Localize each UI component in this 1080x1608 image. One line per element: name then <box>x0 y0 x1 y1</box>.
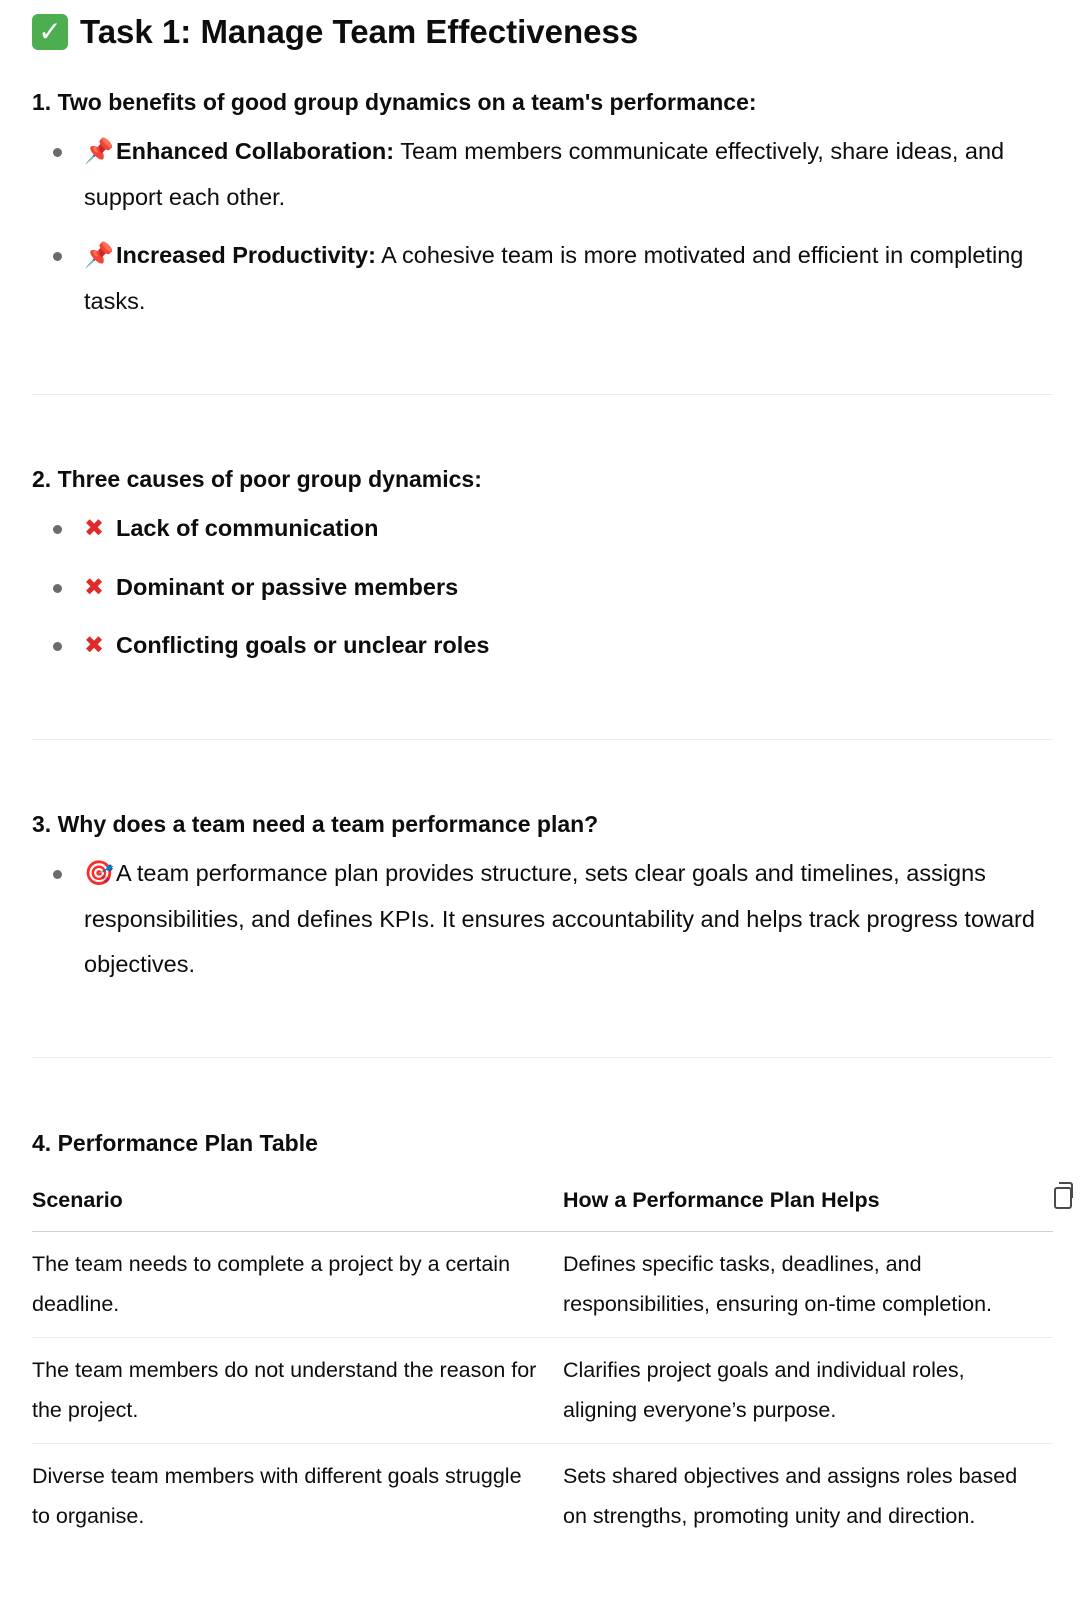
item-text: A team performance plan provides structure, sets clear goals and timelines, assigns responsibilities, and defines KPIs. It ensures accountability and helps track progress toward objectives. <box>84 860 1035 977</box>
page-title <box>32 10 638 54</box>
item-bold: Increased Productivity: <box>116 242 376 268</box>
divider <box>32 394 1053 395</box>
table-cell: The team members do not understand the reason for the project. <box>32 1338 563 1444</box>
table-header-row <box>32 1185 1053 1232</box>
bullet-icon <box>53 870 62 879</box>
table-cell: Defines specific tasks, deadlines, and responsibilities, ensuring on-time completion. <box>563 1232 1053 1338</box>
item-text: A cohesive team is more motivated and efficient in completing tasks. <box>84 242 1024 314</box>
item-bold: Enhanced Collaboration: <box>116 138 395 164</box>
list-item <box>32 506 1053 552</box>
check-mark-icon: ✓ <box>32 14 68 50</box>
section-heading: 1. Two benefits of good group dynamics on a team's performance: <box>32 89 757 115</box>
table-wrapper <box>32 1185 1053 1549</box>
table-cell: Sets shared objectives and assigns roles based on strengths, promoting unity and direction. <box>563 1464 1018 1528</box>
list-item <box>32 129 1053 220</box>
bullet-icon <box>53 252 62 261</box>
cross-mark-icon: ✖ <box>84 515 105 542</box>
table-cell: Diverse team members with different goals struggle to organise. <box>32 1464 522 1528</box>
table-row <box>32 1232 1053 1338</box>
pushpin-icon: 📌 <box>84 242 114 269</box>
cross-mark-icon: ✖ <box>84 632 105 659</box>
section-causes <box>32 463 1053 669</box>
divider <box>32 739 1053 740</box>
table-cell: The team needs to complete a project by a certain deadline. <box>32 1232 563 1338</box>
item-text: Team members communicate effectively, share ideas, and support each other. <box>84 138 1005 210</box>
performance-plan-table <box>32 1185 1053 1549</box>
plan-why-list <box>32 851 1053 988</box>
page-title-text: Task 1: Manage Team Effectiveness <box>80 13 639 50</box>
divider <box>32 1057 1053 1058</box>
list-item <box>32 565 1053 611</box>
table-row <box>32 1444 1053 1550</box>
item-bold: Dominant or passive members <box>116 573 459 600</box>
section-heading: 2. Three causes of poor group dynamics: <box>32 466 482 492</box>
pushpin-icon: 📌 <box>84 138 114 165</box>
copy-icon[interactable] <box>1054 1187 1072 1209</box>
item-bold: Conflicting goals or unclear roles <box>116 632 490 658</box>
cross-mark-icon: ✖ <box>84 573 105 601</box>
table-cell: Clarifies project goals and individual roles, aligning everyone’s purpose. <box>563 1338 1053 1444</box>
bullet-icon <box>53 642 62 651</box>
section-heading: 3. Why does a team need a team performance plan? <box>32 811 599 837</box>
section-benefits <box>32 86 1053 324</box>
list-item <box>32 623 1053 669</box>
item-bold: Lack of communication <box>116 515 379 541</box>
column-header: Scenario <box>32 1185 563 1232</box>
section-performance-plan-why <box>32 808 1053 988</box>
causes-list <box>32 506 1053 669</box>
list-item <box>32 851 1053 988</box>
section-heading: 4. Performance Plan Table <box>32 1130 318 1156</box>
list-item <box>32 233 1053 324</box>
bullet-icon <box>53 525 62 534</box>
table-row <box>32 1338 1053 1444</box>
column-header: How a Performance Plan Helps <box>563 1185 1053 1232</box>
section-performance-table <box>32 1127 1053 1549</box>
benefits-list <box>32 129 1053 324</box>
target-icon: 🎯 <box>84 860 114 887</box>
bullet-icon <box>53 148 62 157</box>
bullet-icon <box>53 584 62 593</box>
